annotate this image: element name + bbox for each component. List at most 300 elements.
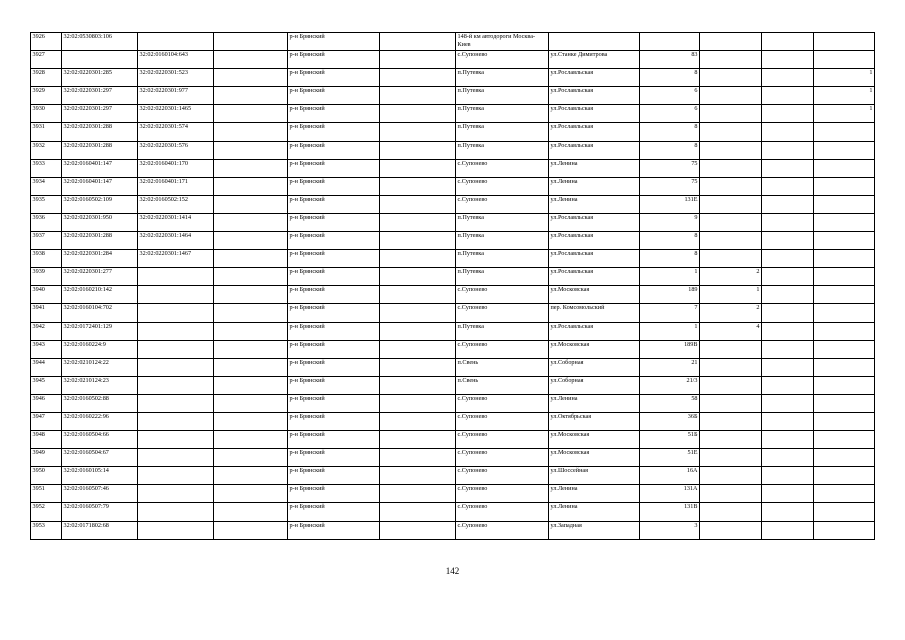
district-cell: р-н Брянский [288, 69, 380, 87]
table-row [31, 232, 875, 250]
building-cell [700, 376, 762, 394]
empty-cell [762, 213, 814, 231]
district-cell: р-н Брянский [288, 286, 380, 304]
empty-cell [762, 69, 814, 87]
premises-cadastral-number-cell: 32:02:0220301:1414 [138, 213, 214, 231]
street-cell: ул.Ленина [549, 177, 640, 195]
settlement-cell: с.Супонево [456, 195, 549, 213]
house-number-cell: 83 [640, 51, 700, 69]
building-cell [700, 431, 762, 449]
district-cell: р-н Брянский [288, 195, 380, 213]
row-number-cell: 3935 [31, 195, 62, 213]
apartment-cell [814, 503, 875, 521]
premises-cadastral-number-cell [138, 394, 214, 412]
cadastral-number-cell: 32:02:0171802:68 [62, 521, 138, 539]
empty-cell [214, 503, 288, 521]
empty-cell [214, 159, 288, 177]
premises-cadastral-number-cell [138, 286, 214, 304]
empty-cell [214, 51, 288, 69]
row-number-cell: 3943 [31, 340, 62, 358]
empty-cell [762, 123, 814, 141]
cadastral-number-cell: 32:02:0220301:950 [62, 213, 138, 231]
apartment-cell [814, 449, 875, 467]
row-number-cell: 3930 [31, 105, 62, 123]
district-cell: р-н Брянский [288, 521, 380, 539]
empty-cell [380, 485, 456, 503]
table-row [31, 69, 875, 87]
building-cell [700, 232, 762, 250]
empty-cell [380, 232, 456, 250]
street-cell: ул.Московская [549, 431, 640, 449]
empty-cell [380, 123, 456, 141]
district-cell: р-н Брянский [288, 340, 380, 358]
house-number-cell: 1 [640, 322, 700, 340]
district-cell: р-н Брянский [288, 358, 380, 376]
cadastral-number-cell: 32:02:0220301:297 [62, 105, 138, 123]
empty-cell [762, 268, 814, 286]
street-cell: ул.Рославльская [549, 141, 640, 159]
empty-cell [762, 449, 814, 467]
house-number-cell: 7 [640, 304, 700, 322]
apartment-cell: 1 [814, 105, 875, 123]
row-number-cell: 3932 [31, 141, 62, 159]
house-number-cell: 75 [640, 159, 700, 177]
settlement-cell: п.Свень [456, 358, 549, 376]
building-cell: 4 [700, 322, 762, 340]
house-number-cell: 131А [640, 485, 700, 503]
house-number-cell: 8 [640, 232, 700, 250]
empty-cell [214, 322, 288, 340]
street-cell: ул.Рославльская [549, 268, 640, 286]
empty-cell [380, 412, 456, 430]
premises-cadastral-number-cell: 32:02:0220301:977 [138, 87, 214, 105]
empty-cell [380, 521, 456, 539]
empty-cell [380, 449, 456, 467]
street-cell: ул.Октябрьская [549, 412, 640, 430]
premises-cadastral-number-cell [138, 268, 214, 286]
apartment-cell: 1 [814, 69, 875, 87]
empty-cell [762, 286, 814, 304]
empty-cell [214, 467, 288, 485]
empty-cell [762, 394, 814, 412]
street-cell [549, 33, 640, 51]
apartment-cell [814, 141, 875, 159]
row-number-cell: 3938 [31, 250, 62, 268]
house-number-cell: 51Е [640, 449, 700, 467]
building-cell [700, 521, 762, 539]
cadastral-number-cell: 32:02:0160507:46 [62, 485, 138, 503]
settlement-cell: п.Путевка [456, 123, 549, 141]
street-cell: ул.Ленина [549, 485, 640, 503]
street-cell: ул.Рославльская [549, 250, 640, 268]
row-number-cell: 3950 [31, 467, 62, 485]
table-row [31, 322, 875, 340]
building-cell [700, 485, 762, 503]
empty-cell [380, 33, 456, 51]
table-row [31, 449, 875, 467]
empty-cell [214, 105, 288, 123]
street-cell: ул.Московская [549, 286, 640, 304]
district-cell: р-н Брянский [288, 304, 380, 322]
empty-cell [214, 412, 288, 430]
settlement-cell: с.Супонево [456, 503, 549, 521]
house-number-cell: 3 [640, 521, 700, 539]
premises-cadastral-number-cell [138, 467, 214, 485]
district-cell: р-н Брянский [288, 376, 380, 394]
row-number-cell: 3951 [31, 485, 62, 503]
street-cell: ул.Станке Димитрова [549, 51, 640, 69]
house-number-cell: 75 [640, 177, 700, 195]
empty-cell [762, 304, 814, 322]
table-row [31, 412, 875, 430]
empty-cell [380, 503, 456, 521]
house-number-cell: 36Б [640, 412, 700, 430]
building-cell [700, 69, 762, 87]
street-cell: ул.Рославльская [549, 87, 640, 105]
premises-cadastral-number-cell [138, 376, 214, 394]
building-cell [700, 123, 762, 141]
premises-cadastral-number-cell: 32:02:0160401:170 [138, 159, 214, 177]
building-cell: 2 [700, 304, 762, 322]
district-cell: р-н Брянский [288, 503, 380, 521]
street-cell: ул.Рославльская [549, 105, 640, 123]
district-cell: р-н Брянский [288, 33, 380, 51]
table-row [31, 213, 875, 231]
apartment-cell [814, 412, 875, 430]
settlement-cell: с.Супонево [456, 177, 549, 195]
house-number-cell: 51Б [640, 431, 700, 449]
house-number-cell: 131В [640, 503, 700, 521]
settlement-cell: п.Путевка [456, 141, 549, 159]
house-number-cell: 8 [640, 69, 700, 87]
empty-cell [214, 177, 288, 195]
row-number-cell: 3947 [31, 412, 62, 430]
house-number-cell: 21/3 [640, 376, 700, 394]
street-cell: ул.Рославльская [549, 123, 640, 141]
house-number-cell: 58 [640, 394, 700, 412]
settlement-cell: с.Супонево [456, 521, 549, 539]
building-cell [700, 394, 762, 412]
cadastral-number-cell: 32:02:0220301:288 [62, 232, 138, 250]
row-number-cell: 3927 [31, 51, 62, 69]
empty-cell [380, 358, 456, 376]
settlement-cell: п.Путевка [456, 87, 549, 105]
table-row [31, 268, 875, 286]
table-row [31, 105, 875, 123]
district-cell: р-н Брянский [288, 322, 380, 340]
street-cell: ул.Рославльская [549, 232, 640, 250]
building-cell [700, 87, 762, 105]
page-number: 142 [445, 566, 460, 576]
cadastral-number-cell: 32:02:0160104:702 [62, 304, 138, 322]
cadastral-number-cell: 32:02:0210124:22 [62, 358, 138, 376]
empty-cell [214, 33, 288, 51]
cadastral-number-cell: 32:02:0220301:288 [62, 141, 138, 159]
empty-cell [380, 213, 456, 231]
apartment-cell [814, 286, 875, 304]
settlement-cell: с.Супонево [456, 394, 549, 412]
empty-cell [214, 340, 288, 358]
apartment-cell [814, 51, 875, 69]
premises-cadastral-number-cell [138, 340, 214, 358]
building-cell [700, 213, 762, 231]
empty-cell [214, 376, 288, 394]
settlement-cell: с.Супонево [456, 412, 549, 430]
settlement-cell: п.Свень [456, 376, 549, 394]
building-cell [700, 449, 762, 467]
apartment-cell [814, 521, 875, 539]
street-cell: ул.Московская [549, 449, 640, 467]
empty-cell [762, 503, 814, 521]
empty-cell [380, 105, 456, 123]
district-cell: р-н Брянский [288, 250, 380, 268]
row-number-cell: 3934 [31, 177, 62, 195]
table-row [31, 358, 875, 376]
apartment-cell [814, 485, 875, 503]
cadastral-number-cell [62, 51, 138, 69]
cadastral-number-cell: 32:02:0530803:106 [62, 33, 138, 51]
house-number-cell: 189 [640, 286, 700, 304]
empty-cell [762, 431, 814, 449]
empty-cell [380, 51, 456, 69]
cadastral-number-cell: 32:02:0160504:66 [62, 431, 138, 449]
row-number-cell: 3941 [31, 304, 62, 322]
empty-cell [762, 322, 814, 340]
district-cell: р-н Брянский [288, 394, 380, 412]
empty-cell [762, 412, 814, 430]
apartment-cell [814, 304, 875, 322]
premises-cadastral-number-cell [138, 358, 214, 376]
house-number-cell: 9 [640, 213, 700, 231]
apartment-cell [814, 159, 875, 177]
cadastral-number-cell: 32:02:0160401:147 [62, 159, 138, 177]
empty-cell [380, 394, 456, 412]
empty-cell [762, 87, 814, 105]
building-cell [700, 159, 762, 177]
building-cell [700, 412, 762, 430]
street-cell: ул.Соборная [549, 376, 640, 394]
empty-cell [762, 33, 814, 51]
empty-cell [214, 213, 288, 231]
row-number-cell: 3946 [31, 394, 62, 412]
cadastral-number-cell: 32:02:0220301:297 [62, 87, 138, 105]
row-number-cell: 3928 [31, 69, 62, 87]
settlement-cell: п.Путевка [456, 105, 549, 123]
table-row [31, 33, 875, 51]
table-row [31, 467, 875, 485]
empty-cell [762, 105, 814, 123]
apartment-cell [814, 213, 875, 231]
building-cell [700, 503, 762, 521]
house-number-cell: 8 [640, 250, 700, 268]
district-cell: р-н Брянский [288, 51, 380, 69]
building-cell: 1 [700, 286, 762, 304]
cadastral-number-cell: 32:02:0160507:79 [62, 503, 138, 521]
apartment-cell [814, 123, 875, 141]
settlement-cell: п.Путевка [456, 268, 549, 286]
premises-cadastral-number-cell [138, 304, 214, 322]
premises-cadastral-number-cell: 32:02:0220301:1464 [138, 232, 214, 250]
street-cell: ул.Рославльская [549, 322, 640, 340]
house-number-cell: 6 [640, 105, 700, 123]
premises-cadastral-number-cell [138, 33, 214, 51]
row-number-cell: 3926 [31, 33, 62, 51]
empty-cell [762, 376, 814, 394]
empty-cell [380, 87, 456, 105]
district-cell: р-н Брянский [288, 485, 380, 503]
district-cell: р-н Брянский [288, 268, 380, 286]
empty-cell [380, 467, 456, 485]
apartment-cell [814, 322, 875, 340]
building-cell: 2 [700, 268, 762, 286]
premises-cadastral-number-cell: 32:02:0160502:152 [138, 195, 214, 213]
empty-cell [762, 521, 814, 539]
table-row [31, 304, 875, 322]
premises-cadastral-number-cell: 32:02:0220301:576 [138, 141, 214, 159]
apartment-cell [814, 33, 875, 51]
street-cell: ул.Рославльская [549, 69, 640, 87]
cadastral-number-cell: 32:02:0160105:14 [62, 467, 138, 485]
house-number-cell: 1 [640, 268, 700, 286]
premises-cadastral-number-cell [138, 322, 214, 340]
empty-cell [214, 232, 288, 250]
row-number-cell: 3939 [31, 268, 62, 286]
street-cell: ул.Западная [549, 521, 640, 539]
district-cell: р-н Брянский [288, 159, 380, 177]
empty-cell [380, 322, 456, 340]
empty-cell [214, 358, 288, 376]
street-cell: ул.Московская [549, 340, 640, 358]
empty-cell [762, 177, 814, 195]
empty-cell [380, 195, 456, 213]
empty-cell [762, 51, 814, 69]
empty-cell [380, 431, 456, 449]
apartment-cell [814, 431, 875, 449]
premises-cadastral-number-cell: 32:02:0220301:1467 [138, 250, 214, 268]
cadastral-number-cell: 32:02:0220301:285 [62, 69, 138, 87]
empty-cell [214, 195, 288, 213]
empty-cell [380, 304, 456, 322]
cadastral-number-cell: 32:02:0220301:277 [62, 268, 138, 286]
empty-cell [214, 286, 288, 304]
settlement-cell: п.Путевка [456, 69, 549, 87]
empty-cell [380, 159, 456, 177]
premises-cadastral-number-cell [138, 521, 214, 539]
settlement-cell: с.Супонево [456, 286, 549, 304]
empty-cell [214, 141, 288, 159]
table-row [31, 250, 875, 268]
apartment-cell [814, 268, 875, 286]
street-cell: ул.Шоссейная [549, 467, 640, 485]
row-number-cell: 3929 [31, 87, 62, 105]
district-cell: р-н Брянский [288, 431, 380, 449]
row-number-cell: 3937 [31, 232, 62, 250]
district-cell: р-н Брянский [288, 449, 380, 467]
empty-cell [380, 177, 456, 195]
table-row [31, 485, 875, 503]
settlement-cell: п.Путевка [456, 250, 549, 268]
cadastral-number-cell: 32:02:0160401:147 [62, 177, 138, 195]
table-body [31, 33, 875, 540]
premises-cadastral-number-cell: 32:02:0220301:574 [138, 123, 214, 141]
building-cell [700, 195, 762, 213]
empty-cell [214, 123, 288, 141]
empty-cell [214, 449, 288, 467]
table-row [31, 87, 875, 105]
table-row [31, 394, 875, 412]
row-number-cell: 3949 [31, 449, 62, 467]
district-cell: р-н Брянский [288, 213, 380, 231]
building-cell [700, 340, 762, 358]
cadastral-number-cell: 32:02:0160224:9 [62, 340, 138, 358]
apartment-cell [814, 467, 875, 485]
house-number-cell: 8 [640, 123, 700, 141]
premises-cadastral-number-cell [138, 431, 214, 449]
apartment-cell: 1 [814, 87, 875, 105]
building-cell [700, 105, 762, 123]
table-row [31, 376, 875, 394]
table-row [31, 340, 875, 358]
empty-cell [762, 141, 814, 159]
settlement-cell: п.Путевка [456, 232, 549, 250]
street-cell: ул.Соборная [549, 358, 640, 376]
house-number-cell [640, 33, 700, 51]
building-cell [700, 467, 762, 485]
district-cell: р-н Брянский [288, 123, 380, 141]
settlement-cell: п.Путевка [456, 213, 549, 231]
empty-cell [762, 467, 814, 485]
premises-cadastral-number-cell [138, 412, 214, 430]
row-number-cell: 3945 [31, 376, 62, 394]
row-number-cell: 3952 [31, 503, 62, 521]
street-cell: ул.Рославльская [549, 213, 640, 231]
empty-cell [762, 195, 814, 213]
row-number-cell: 3933 [31, 159, 62, 177]
empty-cell [762, 250, 814, 268]
building-cell [700, 358, 762, 376]
empty-cell [214, 69, 288, 87]
street-cell: ул.Ленина [549, 503, 640, 521]
district-cell: р-н Брянский [288, 177, 380, 195]
district-cell: р-н Брянский [288, 105, 380, 123]
empty-cell [762, 159, 814, 177]
settlement-cell: с.Супонево [456, 467, 549, 485]
empty-cell [380, 376, 456, 394]
cadastral-number-cell: 32:02:0220301:288 [62, 123, 138, 141]
district-cell: р-н Брянский [288, 87, 380, 105]
house-number-cell: 6 [640, 87, 700, 105]
settlement-cell: 148-й км автодороги Москва-Киев [456, 33, 549, 51]
cadastral-number-cell: 32:02:0160502:109 [62, 195, 138, 213]
apartment-cell [814, 177, 875, 195]
table-row [31, 141, 875, 159]
premises-cadastral-number-cell [138, 485, 214, 503]
building-cell [700, 33, 762, 51]
empty-cell [380, 69, 456, 87]
apartment-cell [814, 394, 875, 412]
premises-cadastral-number-cell: 32:02:0220301:523 [138, 69, 214, 87]
row-number-cell: 3942 [31, 322, 62, 340]
row-number-cell: 3953 [31, 521, 62, 539]
empty-cell [214, 521, 288, 539]
property-registry-table [30, 32, 875, 540]
settlement-cell: с.Супонево [456, 51, 549, 69]
building-cell [700, 51, 762, 69]
empty-cell [214, 394, 288, 412]
building-cell [700, 250, 762, 268]
settlement-cell: с.Супонево [456, 431, 549, 449]
house-number-cell: 8 [640, 141, 700, 159]
